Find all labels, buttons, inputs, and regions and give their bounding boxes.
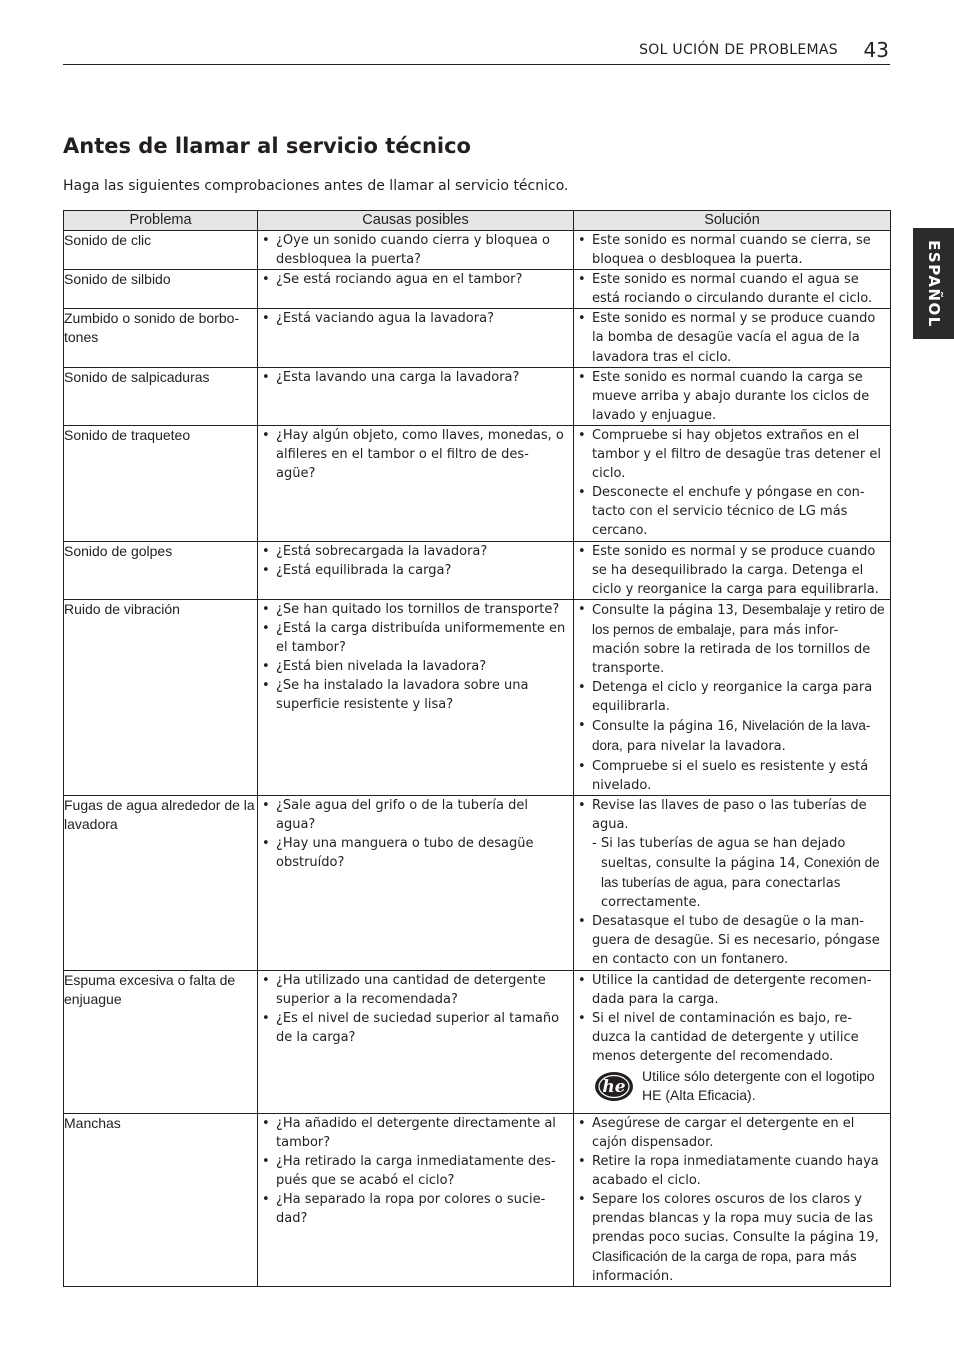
- solution-text: Este sonido es normal cuando la carga se mueve arriba y abajo durante los ciclos de lavado y enjuague.: [592, 369, 870, 423]
- cause-item: • ¿Sale agua del grifo o de la tubería del agua?: [262, 796, 570, 834]
- solution-item: [578, 1190, 887, 1286]
- cause-item: • ¿Es el nivel de suciedad superior al tamaño de la carga?: [262, 1009, 570, 1047]
- column-header-causes: Causas posibles: [258, 211, 574, 231]
- causes-cell: [258, 309, 574, 367]
- solution-item: [578, 912, 887, 969]
- solution-cell: [574, 795, 891, 970]
- table-header-row: [64, 211, 891, 231]
- page-title: Antes de llamar al servicio técnico: [63, 134, 471, 158]
- table-row: [64, 541, 891, 599]
- problem-cell: Sonido de golpes: [64, 541, 258, 599]
- causes-cell: [258, 541, 574, 599]
- page-reference: Desembalaje y retiro de los pernos de embalaje,: [592, 601, 885, 637]
- table-row: [64, 795, 891, 970]
- table-row: [64, 367, 891, 425]
- subitem-text: Si las tuberías de agua se han dejado sueltas, consulte la página 14,: [601, 835, 846, 871]
- problem-cell: Ruido de vibración: [64, 599, 258, 795]
- solution-cell: [574, 599, 891, 795]
- page-reference: Nivelación de la lava- dora,: [592, 718, 871, 754]
- page-number: 43: [863, 38, 889, 62]
- solution-cell: [574, 309, 891, 367]
- running-header-section: SOL UCIÓN DE PROBLEMAS: [639, 42, 838, 58]
- column-header-problem: Problema: [64, 211, 258, 231]
- solution-text: Revise las llaves de paso o las tuberías de agua.: [592, 797, 867, 832]
- solution-item: [578, 716, 887, 756]
- solution-item: [578, 1009, 887, 1066]
- he-logo-icon: [594, 1071, 634, 1102]
- solution-item: [578, 483, 887, 540]
- solution-text: Retire la ropa inmediatamente cuando haya acabado el ciclo.: [592, 1153, 879, 1188]
- svg-text:he: he: [602, 1076, 626, 1097]
- solution-item: [578, 231, 887, 269]
- table-row: [64, 425, 891, 541]
- cause-item: • ¿Ha separado la ropa por colores o sucie- dad?: [262, 1190, 570, 1228]
- problem-cell: Sonido de traqueteo: [64, 425, 258, 541]
- dash-marker: -: [592, 835, 597, 851]
- solution-cell: [574, 541, 891, 599]
- cause-item: • ¿Hay una manguera o tubo de desagüe obstruído?: [262, 834, 570, 872]
- solution-item: [578, 426, 887, 483]
- solution-text: Desconecte el enchufe y póngase en con- tacto con el servicio técnico de LG más cercano.: [592, 485, 865, 539]
- table-row: [64, 231, 891, 270]
- causes-cell: [258, 425, 574, 541]
- he-detergent-note: [594, 1067, 890, 1105]
- cause-item: • ¿Oye un sonido cuando cierra y bloquea o desbloquea la puerta?: [262, 231, 570, 269]
- solution-cell: [574, 970, 891, 1113]
- cause-item: • ¿Está sobrecargada la lavadora?: [262, 542, 570, 561]
- column-header-solution: Solución: [574, 211, 891, 231]
- solution-item: [578, 542, 887, 599]
- cause-item: • ¿Ha añadido el detergente directamente al tambor?: [262, 1114, 570, 1152]
- solution-item: [578, 600, 887, 678]
- table-row: [64, 599, 891, 795]
- cause-item: • ¿Se está rociando agua en el tambor?: [262, 270, 570, 289]
- causes-cell: [258, 795, 574, 970]
- table-row: [64, 970, 891, 1113]
- causes-cell: [258, 599, 574, 795]
- solution-text: Detenga el ciclo y reorganice la carga para equilibrarla.: [592, 680, 873, 715]
- causes-cell: [258, 231, 574, 270]
- solution-cell: [574, 270, 891, 309]
- troubleshooting-table: [63, 210, 891, 1287]
- solution-item: [578, 1152, 887, 1190]
- cause-item: • ¿Esta lavando una carga la lavadora?: [262, 368, 570, 387]
- he-note-text: Utilice sólo detergente con el logotipo HE (Alta Eficacia).: [642, 1068, 875, 1104]
- cause-item: • ¿Hay algún objeto, como llaves, monedas, o alfileres en el tambor o el filtro de des- agüe?: [262, 426, 570, 483]
- language-tab-label: ESPAÑOL: [924, 239, 943, 328]
- solution-text-end: para más información.: [592, 1250, 857, 1285]
- problem-cell: Sonido de clic: [64, 231, 258, 270]
- solution-text: Asegúrese de cargar el detergente en el cajón dispensador.: [592, 1115, 855, 1150]
- solution-text: Este sonido es normal y se produce cuando la bomba de desagüe vacía el agua de la lavadora tras el ciclo.: [592, 311, 876, 365]
- table-row: [64, 270, 891, 309]
- cause-item: • ¿Se han quitado los tornillos de transporte?: [262, 600, 570, 619]
- solution-text: Este sonido es normal cuando el agua se está rociando o circulando durante el ciclo.: [592, 272, 873, 307]
- table-row: [64, 309, 891, 367]
- solution-item: [578, 971, 887, 1009]
- solution-item: [578, 757, 887, 795]
- header-rule: [63, 64, 890, 65]
- language-tab: [913, 228, 954, 339]
- table-row: [64, 1113, 891, 1287]
- solution-text: Si el nivel de contaminación es bajo, re- duzca la cantidad de detergente y utilice menos detergente del recomendado.: [592, 1010, 859, 1064]
- solution-item: [578, 368, 887, 425]
- solution-item: [578, 678, 887, 716]
- solution-text-end: para nivelar la lavadora.: [622, 739, 786, 755]
- problem-cell: Sonido de salpicaduras: [64, 367, 258, 425]
- cause-item: • ¿Está bien nivelada la lavadora?: [262, 657, 570, 676]
- solution-item: [578, 309, 887, 366]
- cause-item: • ¿Está la carga distribuída uniformemente en el tambor?: [262, 619, 570, 657]
- solution-cell: [574, 231, 891, 270]
- solution-text: Compruebe si el suelo es resistente y está nivelado.: [592, 758, 869, 793]
- solution-text: Este sonido es normal cuando se cierra, se bloquea o desbloquea la puerta.: [592, 233, 871, 268]
- problem-cell: Espuma excesiva o falta de enjuague: [64, 970, 258, 1113]
- causes-cell: [258, 270, 574, 309]
- cause-item: • ¿Está vaciando agua la lavadora?: [262, 309, 570, 328]
- causes-cell: [258, 970, 574, 1113]
- problem-cell: Zumbido o sonido de borbo- tones: [64, 309, 258, 367]
- cause-item: • ¿Ha retirado la carga inmediatamente des- pués que se acabó el ciclo?: [262, 1152, 570, 1190]
- solution-text-end: para más infor- mación sobre la retirada de los tornillos de transporte.: [592, 622, 871, 677]
- page-reference: Conexión de las tuberías de agua: [601, 855, 880, 891]
- solution-text: Separe los colores oscuros de los claros y prendas blancas y la ropa muy sucia de las prendas poco sucias. Consulte la página 19,: [592, 1191, 879, 1246]
- solution-text: Consulte la página 16,: [592, 719, 743, 735]
- solution-text: Compruebe si hay objetos extraños en el tambor y el filtro de desagüe tras detener el ciclo.: [592, 427, 881, 482]
- cause-item: • ¿Ha utilizado una cantidad de detergente superior a la recomendada?: [262, 971, 570, 1009]
- solution-text: Desatasque el tubo de desagüe o la man- guera de desagüe. Si es necesario, póngase en contacto con un fontanero.: [592, 914, 880, 968]
- solution-item: [578, 270, 887, 308]
- solution-item: [578, 1114, 887, 1152]
- solution-item: [578, 796, 887, 913]
- subitem-text-end: , para conectarlas correctamente.: [601, 876, 841, 911]
- page-reference: Clasificación de la carga de ropa,: [592, 1249, 792, 1265]
- causes-cell: [258, 367, 574, 425]
- solution-cell: [574, 1113, 891, 1287]
- problem-cell: Sonido de silbido: [64, 270, 258, 309]
- cause-item: • ¿Está equilibrada la carga?: [262, 561, 570, 580]
- solution-cell: [574, 425, 891, 541]
- solution-text: Este sonido es normal y se produce cuando se ha desequilibrado la carga. Detenga el ciclo y reorganice la carga para equilibrarla.: [592, 543, 879, 597]
- solution-text: Consulte la página 13,: [592, 602, 743, 618]
- solution-subitem: [592, 834, 887, 912]
- intro-text: Haga las siguientes comprobaciones antes de llamar al servicio técnico.: [63, 178, 569, 194]
- cause-item: • ¿Se ha instalado la lavadora sobre una superficie resistente y lisa?: [262, 676, 570, 714]
- problem-cell: Fugas de agua alrededor de la lavadora: [64, 795, 258, 970]
- causes-cell: [258, 1113, 574, 1287]
- problem-cell: Manchas: [64, 1113, 258, 1287]
- solution-text: Utilice la cantidad de detergente recomen- dada para la carga.: [592, 972, 872, 1007]
- table-body: [64, 231, 891, 1287]
- solution-cell: [574, 367, 891, 425]
